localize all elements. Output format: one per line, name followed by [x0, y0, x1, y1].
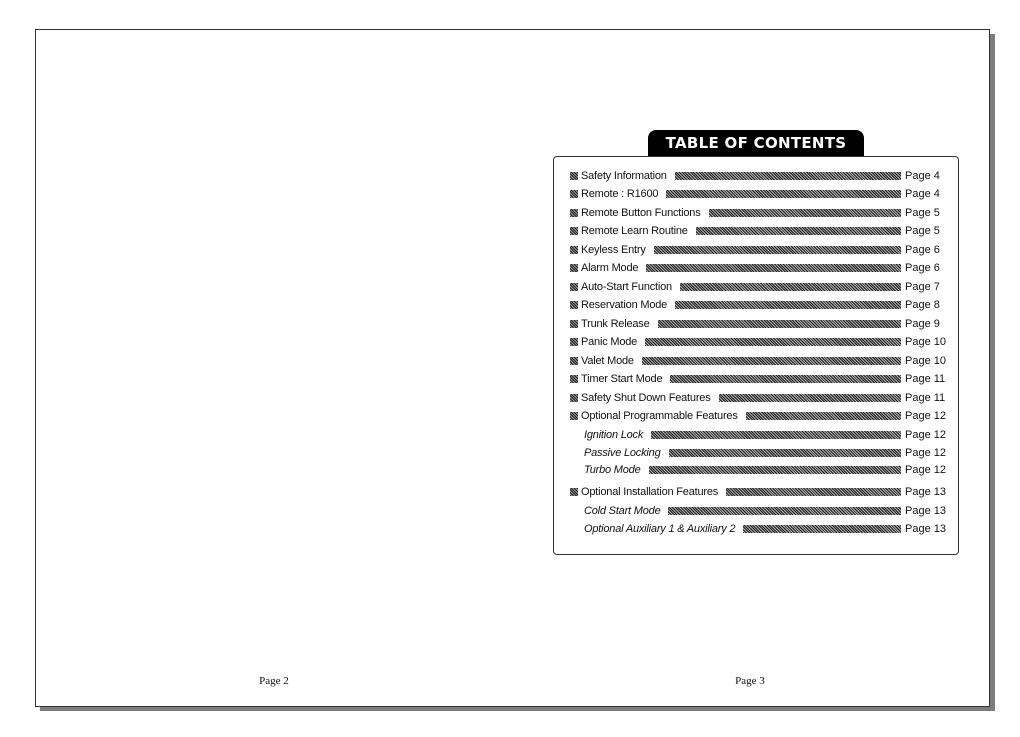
toc-entry-label: Passive Locking: [584, 447, 661, 459]
toc-entry: [554, 334, 958, 350]
toc-leader: [642, 357, 901, 365]
toc-entry-page: Page 10: [905, 355, 946, 367]
toc-entry-page: Page 4: [905, 170, 940, 182]
bullet-square-icon: [570, 209, 578, 217]
toc-leader: [746, 412, 901, 420]
toc-entry: [554, 408, 958, 424]
bullet-square-icon: [570, 301, 578, 309]
toc-leader: [719, 394, 901, 402]
page-number-left: Page 2: [259, 675, 289, 687]
toc-entry: [554, 390, 958, 406]
toc-entry-label: Ignition Lock: [584, 429, 644, 441]
toc-entry-page: Page 13: [905, 523, 946, 535]
toc-leader: [654, 246, 901, 254]
toc-entry: [554, 260, 958, 276]
toc-leader: [709, 209, 901, 217]
toc-entry: [554, 242, 958, 258]
toc-entry-label: Remote Button Functions: [581, 207, 701, 219]
toc-entry-page: Page 12: [905, 447, 946, 459]
bullet-square-icon: [570, 375, 578, 383]
toc-entry: [554, 279, 958, 295]
toc-leader: [743, 525, 901, 533]
toc-entry-page: Page 5: [905, 207, 940, 219]
toc-leader: [666, 190, 901, 198]
toc-entry-page: Page 6: [905, 262, 940, 274]
toc-entry-page: Page 13: [905, 505, 946, 517]
toc-entry-label: Cold Start Mode: [584, 505, 661, 517]
toc-title: TABLE OF CONTENTS: [648, 130, 864, 156]
toc-box: [553, 156, 959, 555]
toc-entry: [554, 462, 958, 478]
toc-entry: [554, 223, 958, 239]
bullet-square-icon: [570, 357, 578, 365]
toc-entry: [554, 521, 958, 537]
toc-entry-label: Safety Shut Down Features: [581, 392, 711, 404]
toc-entry: [554, 371, 958, 387]
toc-entry-label: Remote Learn Routine: [581, 225, 688, 237]
toc-leader: [669, 449, 901, 457]
toc-entry-page: Page 11: [905, 373, 946, 385]
toc-entry-page: Page 12: [905, 464, 946, 476]
toc-leader: [651, 431, 901, 439]
toc-entry: [554, 353, 958, 369]
page-number-right: Page 3: [735, 675, 765, 687]
toc-leader: [649, 466, 901, 474]
bullet-square-icon: [570, 190, 578, 198]
toc-entry-label: Remote : R1600: [581, 188, 659, 200]
toc-entry-page: Page 11: [905, 392, 946, 404]
toc-leader: [646, 264, 901, 272]
toc-entry: [554, 205, 958, 221]
toc-leader: [670, 375, 901, 383]
bullet-square-icon: [570, 172, 578, 180]
bullet-square-icon: [570, 283, 578, 291]
toc-entry: [554, 297, 958, 313]
toc-entry: [554, 484, 958, 500]
toc-entry-page: Page 12: [905, 429, 946, 441]
toc-entry-label: Timer Start Mode: [581, 373, 663, 385]
toc-entry: [554, 503, 958, 519]
toc-entry-label: Valet Mode: [581, 355, 634, 367]
toc-entry: [554, 445, 958, 461]
toc-entry-page: Page 7: [905, 281, 940, 293]
toc-entry: [554, 427, 958, 443]
toc-leader: [675, 172, 901, 180]
bullet-square-icon: [570, 320, 578, 328]
toc-entry-page: Page 4: [905, 188, 940, 200]
toc-leader: [726, 488, 901, 496]
bullet-square-icon: [570, 246, 578, 254]
toc-entry-label: Optional Installation Features: [581, 486, 719, 498]
bullet-square-icon: [570, 264, 578, 272]
bullet-square-icon: [570, 227, 578, 235]
toc-entry-label: Optional Programmable Features: [581, 410, 738, 422]
toc-leader: [658, 320, 901, 328]
toc-entry-label: Keyless Entry: [581, 244, 646, 256]
toc-leader: [668, 507, 901, 515]
toc-entry: [554, 168, 958, 184]
toc-entry: [554, 316, 958, 332]
toc-entry-page: Page 6: [905, 244, 940, 256]
toc-entry-label: Reservation Mode: [581, 299, 668, 311]
toc-entry: [554, 186, 958, 202]
bullet-square-icon: [570, 394, 578, 402]
toc-leader: [645, 338, 901, 346]
toc-entry-label: Trunk Release: [581, 318, 650, 330]
toc-leader: [680, 283, 901, 291]
toc-entry-label: Alarm Mode: [581, 262, 639, 274]
toc-entry-label: Panic Mode: [581, 336, 638, 348]
toc-entry-page: Page 8: [905, 299, 940, 311]
bullet-square-icon: [570, 488, 578, 496]
toc-entry-page: Page 12: [905, 410, 946, 422]
toc-entry-label: Turbo Mode: [584, 464, 641, 476]
toc-entry-page: Page 13: [905, 486, 946, 498]
toc-entry-label: Safety Information: [581, 170, 667, 182]
toc-entry-page: Page 10: [905, 336, 946, 348]
toc-leader: [675, 301, 901, 309]
bullet-square-icon: [570, 412, 578, 420]
bullet-square-icon: [570, 338, 578, 346]
toc-entry-label: Optional Auxiliary 1 & Auxiliary 2: [584, 523, 736, 535]
toc-entry-page: Page 9: [905, 318, 940, 330]
toc-leader: [696, 227, 901, 235]
toc-entry-page: Page 5: [905, 225, 940, 237]
toc-entry-label: Auto-Start Function: [581, 281, 672, 293]
